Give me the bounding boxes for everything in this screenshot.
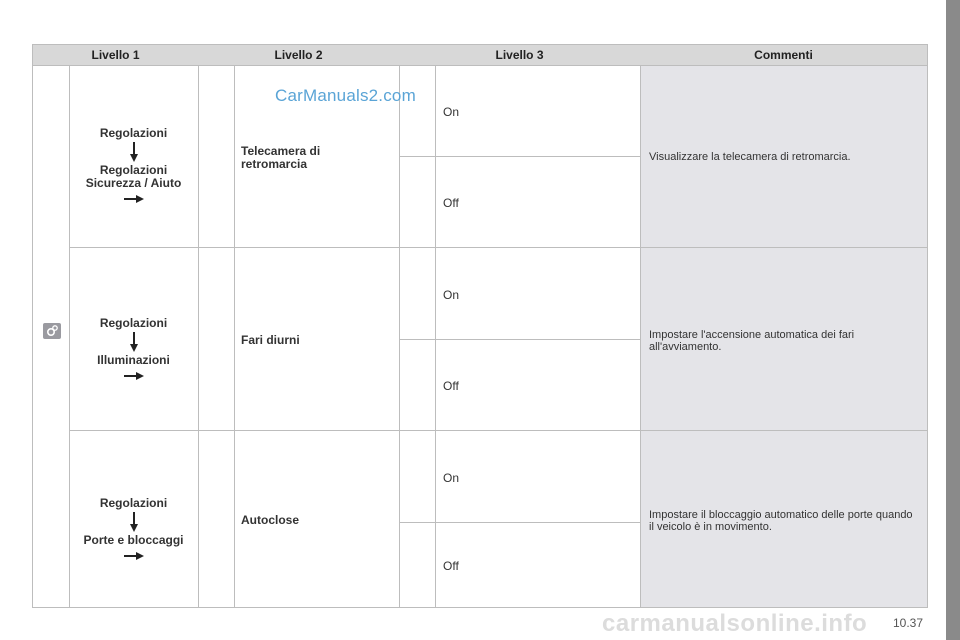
watermark-carmanualsonline: carmanualsonline.info [602, 610, 868, 637]
row-1-level1 [69, 127, 198, 204]
row-2-level1 [69, 317, 198, 381]
level1-menu-label: Regolazioni [99, 316, 168, 330]
settings-table [32, 44, 928, 608]
row-divider [69, 247, 927, 248]
col-divider [198, 65, 199, 607]
row-3-comment: Impostare il bloccaggio automatico delle porte quando il veicolo è in movimento. [649, 509, 913, 533]
row-divider [33, 65, 927, 66]
level1-submenu-label: Illuminazioni [97, 353, 170, 367]
header-commenti: Commenti [640, 45, 927, 65]
row-3-option-off: Off [443, 559, 459, 573]
arrow-down-icon [129, 142, 139, 162]
row-divider [399, 522, 640, 523]
row-1-option-off: Off [443, 196, 459, 210]
row-3-level2: Autoclose [241, 513, 300, 527]
row-1-level2: Telecamera di retromarcia [241, 144, 321, 171]
arrow-right-icon [124, 551, 144, 561]
row-3-level1 [69, 497, 198, 561]
arrow-down-icon [129, 512, 139, 532]
gear-icon [43, 323, 61, 339]
col-divider [234, 65, 235, 607]
col-divider [640, 65, 641, 607]
header-livello-3: Livello 3 [399, 45, 640, 65]
col-divider [399, 65, 400, 607]
arrow-right-icon [124, 371, 144, 381]
header-livello-2: Livello 2 [198, 45, 399, 65]
watermark-carmanuals2: CarManuals2.com [275, 86, 416, 105]
level1-submenu-label: Porte e bloccaggi [83, 533, 184, 547]
page-edge-bar [946, 0, 960, 640]
row-divider [399, 339, 640, 340]
level1-menu-label: Regolazioni [99, 126, 168, 140]
col-divider [435, 65, 436, 607]
row-2-comment: Impostare l'accensione automatica dei fari all'avviamento. [649, 329, 855, 353]
row-divider [399, 156, 640, 157]
page-number: 10.37 [893, 616, 924, 630]
row-2-level2: Fari diurni [241, 333, 300, 347]
row-divider [69, 430, 927, 431]
arrow-down-icon [129, 332, 139, 352]
row-2-option-off: Off [443, 379, 459, 393]
header-livello-1: Livello 1 [33, 45, 198, 65]
level1-submenu-label: Regolazioni Sicurezza / Aiuto [85, 163, 182, 190]
row-1-comment: Visualizzare la telecamera di retromarcia. [649, 151, 851, 163]
row-1-option-on: On [443, 105, 460, 119]
row-2-option-on: On [443, 288, 460, 302]
row-3-option-on: On [443, 471, 460, 485]
arrow-right-icon [124, 194, 144, 204]
level1-menu-label: Regolazioni [99, 496, 168, 510]
